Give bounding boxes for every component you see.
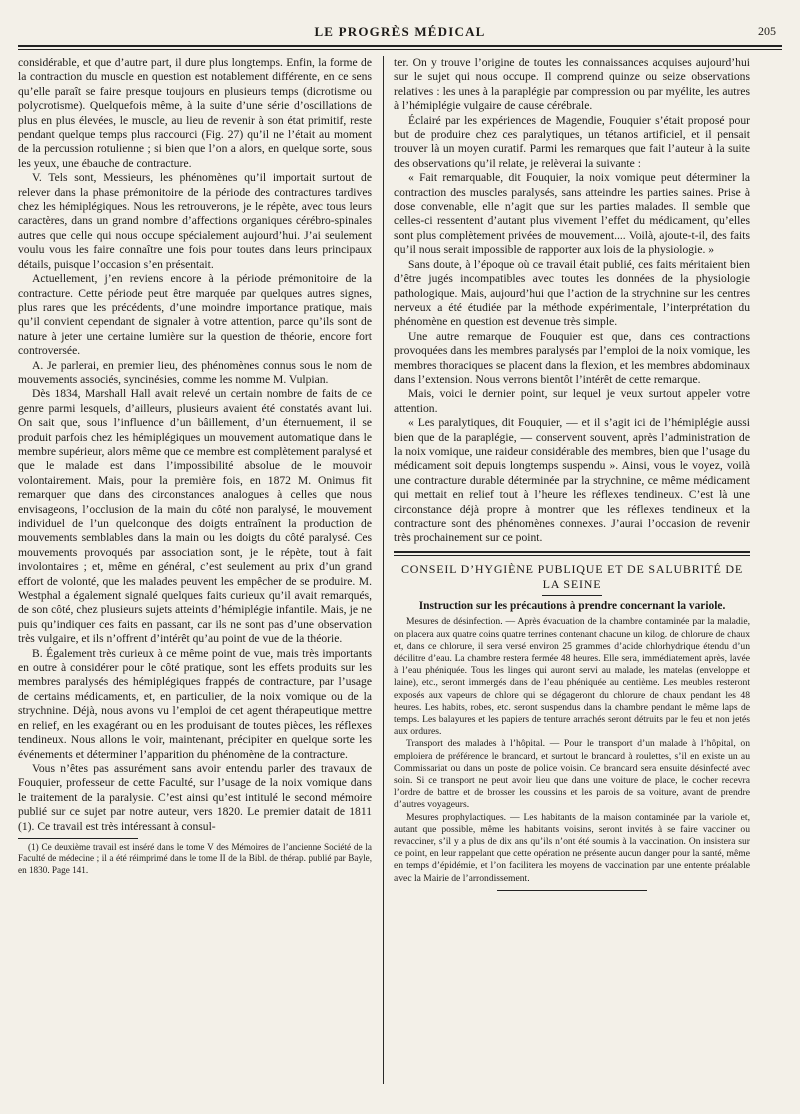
- paragraph: V. Tels sont, Messieurs, les phénomènes qu’il importait surtout de relever dans la phase prémonitoire de la période des contractures tardives chez les hémiplégiques. Nous les retrouverons, je le répète, avec tous leurs caractères, dans un grand nombre d’affections organiques cérébro-spinales autres que celle qui nous occupe spécialement aujourd’hui. J’ai seulement voulu vous les faire connaître une fois pour toutes dans leurs principaux détails, puisque l’occasion s’en présentait.: [18, 171, 372, 271]
- footnote: (1) Ce deuxième travail est inséré dans le tome V des Mémoires de l’ancienne Société de la Faculté de médecine ; il a été réimprimé dans le tome II de la Bibl. de thérap. publié par Bayle, en 1830. Page 141.: [18, 841, 372, 875]
- page-number: 205: [758, 24, 776, 38]
- instruction-body: [394, 616, 750, 884]
- paragraph: A. Je parlerai, en premier lieu, des phénomènes connus sous le nom de mouvements associés, syncinésies, comme les nomme M. Vulpian.: [18, 358, 372, 386]
- paragraph: Dès 1834, Marshall Hall avait relevé un certain nombre de faits de ce genre parmi lesquels, d’ailleurs, plusieurs avaient été constatés avant lui. On sait que, sous l’influence d’un bâillement, d’un éternuement, il se produit parfois chez les hémiplégiques un mouvement automatique dans le membre supérieur, alors même que ce membre est complètement paralysé et que le malade est dans l’impossibilité absolue de le mouvoir volontairement. Mais, pour la première fois, en 1872 M. Onimus fit remarquer que dans des circonstances analogues à celles que nous envisageons, l’occlusion de la main du côté non paralysé, le mouvement individuel de l’un quelconque des doigts entraînent la production de mouvements semblables dans la main ou les doigts du côté paralysé. Ces mouvements provoqués par association sont, je le répète, tout à fait involontaires ; et, même en général, c’est seulement au prix d’un grand effort de volonté, que les malades peuvent les empêcher de se produire. M. Westphal a également signalé quelques faits curieux qu’il avait remarqués, de son côté, chez plusieurs sujets atteints d’hémiplégie infantile. Mais, je ne puis qu’indiquer ces faits en passant, car ils ne sont pas d’une observation très vulgaire, et ils n’offrent d’intérêt qu’au point de vue de la théorie.: [18, 387, 372, 646]
- section-rule: [394, 551, 750, 556]
- end-rule: [497, 890, 647, 891]
- paragraph: « Les paralytiques, dit Fouquier, — et il s’agit ici de l’hémiplégie aussi bien que de la paraplégie, — conservent souvent, après l’administration de la noix vomique, une raideur considérable des membres, bien que l’usage du médicament soit depuis longtemps suspendu ». Ainsi, vous le voyez, voilà une contracture durable déterminée par la strychnine, ce même médicament qui mettait en relief tout à l’heure les réflexes tendineux. C’est là une circonstance déjà propre à montrer que les réflexes tendineux et la contracture sont des phénomènes connexes. J’aurai l’occasion de revenir très prochainement sur ce point.: [394, 416, 750, 545]
- page-header: [18, 18, 782, 52]
- paragraph: Éclairé par les expériences de Magendie, Fouquier s’était proposé pour but de produire chez ces paralytiques, un tétanos artificiel, et il pensait trouver là un moyen curatif. Parmi les remarques que fait l’auteur à la suite des observations qu’il relate, je relèverai la suivante :: [394, 113, 750, 170]
- paragraph: Actuellement, j’en reviens encore à la période prémonitoire de la contracture. Cette période peut être marquée par quelques autres signes, plus rares que les précédents, d’une moindre importance pratique, mais qu’il convient cependant de signaler à votre attention, parce qu’ils sont de nature à jeter une certaine lumière sur la question de théorie, encore fort controversée.: [18, 272, 372, 358]
- column-divider: [383, 56, 384, 1084]
- instruction-paragraph: Mesures de désinfection. — Après évacuation de la chambre contaminée par la maladie, on placera aux quatre coins quatre terrines contenant chacune un kilog. de chlorure de chaux et, dans ce chlorure, il sera versé environ 25 grammes d’acide chlorhydrique étendu d’un décilitre d’eau. La chambre restera fermée 48 heures. Elle sera, immédiatement après, lavée à l’eau phéniquée. Tous les linges qui auront servi au malade, les matelas (enveloppe et laine), etc., seront immergés dans de l’eau phéniquée au centième. Les meubles resteront exposés aux vapeurs de chlore qui se dégageront du chlorure de chaux pendant les 48 heures. Les habits, robes, etc. seront suspendus dans la chambre pendant le même laps de temps. Les balayures et les papiers de tenture arrachés seront détruits par le feu et non jetés aux ordures.: [394, 616, 750, 738]
- paragraph: Une autre remarque de Fouquier est que, dans ces contractions provoquées dans les membres paralysés par l’emploi de la noix vomique, les membres thoraciques se placent dans la flexion, et les membres abdominaux dans l’extension. Nous verrons bientôt l’intérêt de cette remarque.: [394, 329, 750, 386]
- instruction-paragraph: Transport des malades à l’hôpital. — Pour le transport d’un malade à l’hôpital, on emploiera de préférence le brancard, et surtout le brancard à roulettes, s’il en existe un au Commissariat ou dans un poste de police voisin. Ce brancard sera ensuite désinfecté avec soin. Si ce transport ne peut avoir lieu que dans une voiture de place, le cocher recevra l’ordre de battre et de brosser les coussins et les parois de sa voiture, avant de prendre d’autres voyageurs.: [394, 738, 750, 811]
- instruction-title: Instruction sur les précautions à prendre concernant la variole.: [418, 599, 726, 612]
- paragraph: Sans doute, à l’époque où ce travail était publié, ces faits méritaient bien d’être jugés incompatibles avec toutes les données de la physiologie pathologique. Mais, aujourd’hui que l’action de la strychnine sur les centres nerveux a été étudiée par la méthode expérimentale, l’interprétation du phénomène en question est devenue très simple.: [394, 257, 750, 329]
- header-rule: [18, 45, 782, 50]
- right-column: [394, 56, 750, 1086]
- running-title: LE PROGRÈS MÉDICAL: [314, 24, 486, 39]
- section-title: CONSEIL D’HYGIÈNE PUBLIQUE ET DE SALUBRITÉ DE LA SEINE: [401, 561, 743, 591]
- paragraph: « Fait remarquable, dit Fouquier, la noix vomique peut déterminer la contraction des muscles paralysés, sans atteindre les parties saines. Prise à dose convenable, elle n’agit que sur les parties malades. Il semble que celles-ci ressentent d’autant plus vivement l’effet du médicament, qu’elles sont plus complètement privées de mouvement.... Voilà, ajoute-t-il, des faits qu’il nous serait impossible de rapporter aux lois de la physiologie. »: [394, 171, 750, 257]
- footnote-rule: [18, 838, 138, 839]
- section-sub-rule: [542, 595, 602, 596]
- left-column: [18, 56, 372, 1086]
- paragraph: B. Également très curieux à ce même point de vue, mais très importants en outre à considérer pour le côté pratique, sont les effets produits sur les membres paralysés des hémiplégiques frappés de contracture, par l’usage de certains médicaments, et, en particulier, de la noix vomique ou de la strychnine. Déjà, nous avons vu l’emploi de cet agent thérapeutique mettre en relief, en les exagérant ou en les produisant de toutes pièces, les réflexes tendineux. Nous allons le voir, maintenant, précipiter en quelque sorte les événements et déterminer l’apparition du phénomène de la contracture.: [18, 646, 372, 761]
- paragraph: Vous n’êtes pas assurément sans avoir entendu parler des travaux de Fouquier, professeur de cette Faculté, sur l’usage de la noix vomique dans le traitement de la paralysie. C’est ainsi qu’est intitulé le second mémoire publié sur ce sujet par notre auteur, vers 1820. Le premier datait de 1811 (1). Ce travail est très intéressant à consul-: [18, 761, 372, 833]
- paragraph: ter. On y trouve l’origine de toutes les connaissances acquises aujourd’hui sur le sujet qui nous occupe. Il comprend quinze ou seize observations relatives : les unes à la paraplégie par compression ou par myélite, les autres à l’hémiplégie vulgaire de cause cérébrale.: [394, 56, 750, 113]
- instruction-paragraph: Mesures prophylactiques. — Les habitants de la maison contaminée par la variole et, autant que possible, même les habitants voisins, seront invités à se faire vacciner ou revacciner, s’il y a plus de dix ans qu’ils n’ont été soumis à la vaccination. On insistera sur ce point, en leur rappelant que cette opération ne présente aucun danger pour la santé, même en temps d’épidémie, et l’on facilitera les moyens de vaccination par une entente préalable avec la Mairie de l’arrondissement.: [394, 811, 750, 884]
- paragraph: considérable, et que d’autre part, il dure plus longtemps. Enfin, la forme de la contraction du muscle en question est notablement différente, en ce sens qu’elle paraît se faire presque toujours en plusieurs temps (dicrotisme ou polycrotisme). Quelquefois même, à la suite d’une série d’oscillations de plus en plus élevées, le muscle, au lieu de revenir à son état primitif, reste pendant quelque temps plus raccourci (Fig. 27) qu’il ne l’était au moment de la percussion rotulienne ; si bien que l’on a alors, en quelque sorte, sous les yeux, une ébauche de contracture.: [18, 56, 372, 170]
- paragraph: Mais, voici le dernier point, sur lequel je veux surtout appeler votre attention.: [394, 387, 750, 415]
